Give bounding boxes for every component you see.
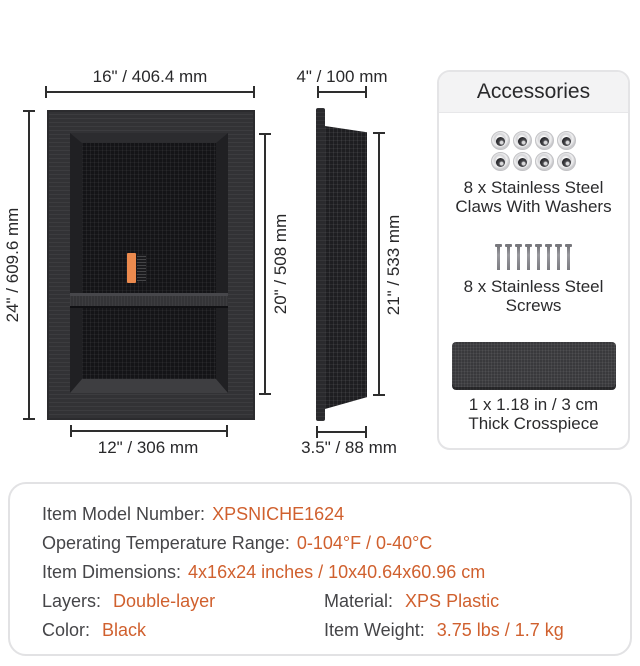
spec-value: 3.75 lbs / 1.7 kg: [436, 620, 564, 640]
side-height-dim-line: [378, 132, 380, 396]
accessory-screws-label: 8 x Stainless Steel Screws: [463, 277, 604, 315]
spec-value: Black: [102, 620, 147, 640]
side-bottom-depth-dimension: 3.5" / 88 mm: [301, 438, 397, 457]
washer-icon: [491, 131, 510, 150]
spec-value: XPSNICHE1624: [212, 504, 345, 524]
screw-icon: [517, 245, 520, 270]
side-depth-dim-line: [317, 91, 367, 93]
spec-row-temperature: [42, 529, 630, 558]
washer-icon: [535, 152, 554, 171]
accessories-title: Accessories: [439, 72, 628, 113]
spec-value: XPS Plastic: [405, 591, 500, 611]
screw-icon: [547, 245, 550, 270]
niche-side-view: [325, 126, 367, 409]
niche-side-flange: [316, 108, 325, 421]
front-inner-height-dimension: 20" / 508 mm: [271, 213, 290, 315]
spec-label: Item Dimensions:: [42, 562, 182, 582]
specifications-panel: [8, 482, 632, 656]
washer-icon: [513, 152, 532, 171]
spec-value: Double-layer: [113, 591, 216, 611]
screw-icon: [507, 245, 510, 270]
spec-label: Color:: [42, 620, 91, 640]
front-outer-width-dim-line: [45, 91, 255, 93]
screw-icon: [557, 245, 560, 270]
niche-shelf-crosspiece: [70, 293, 228, 308]
accessories-panel: [437, 70, 630, 450]
spec-row-color-weight: [42, 616, 630, 645]
washer-icon: [491, 152, 510, 171]
brand-sticker-icon: [127, 253, 136, 283]
washer-icon: [557, 131, 576, 150]
niche-opening: [70, 133, 228, 393]
spec-row-dimensions: [42, 558, 630, 587]
spec-row-layers-material: [42, 587, 630, 616]
claws-washers-icon: [491, 131, 576, 171]
washer-icon: [513, 131, 532, 150]
side-bottom-depth-dim-line: [316, 431, 367, 433]
spec-row-model: [42, 500, 630, 529]
spec-label: Material:: [324, 591, 394, 611]
accessory-claws-label: 8 x Stainless Steel Claws With Washers: [455, 178, 612, 216]
washer-icon: [557, 152, 576, 171]
spec-value: 0-104°F / 0-40°C: [296, 533, 433, 553]
spec-label: Item Weight:: [324, 620, 425, 640]
front-outer-height-dimension: 24" / 609.6 mm: [3, 207, 22, 323]
crosspiece-icon: [452, 342, 616, 390]
brand-sticker-text-icon: [137, 255, 146, 281]
spec-value: 4x16x24 inches / 10x40.64x60.96 cm: [188, 562, 486, 582]
spec-label: Layers:: [42, 591, 102, 611]
side-height-dimension: 21" / 533 mm: [384, 214, 403, 316]
front-outer-width-dimension: 16" / 406.4 mm: [92, 67, 208, 86]
screw-icon: [537, 245, 540, 270]
spec-label: Operating Temperature Range:: [42, 533, 290, 553]
spec-label: Item Model Number:: [42, 504, 206, 524]
screws-icon: [497, 244, 570, 270]
front-inner-width-dimension: 12" / 306 mm: [97, 438, 199, 457]
side-depth-dimension: 4" / 100 mm: [296, 67, 388, 86]
front-inner-width-dim-line: [70, 430, 228, 432]
screw-icon: [497, 245, 500, 270]
front-inner-height-dim-line: [264, 133, 266, 395]
niche-front-view: [47, 110, 255, 420]
washer-icon: [535, 131, 554, 150]
front-outer-height-dim-line: [28, 110, 30, 420]
screw-icon: [567, 245, 570, 270]
accessory-crosspiece-label: 1 x 1.18 in / 3 cm Thick Crosspiece: [468, 395, 599, 433]
screw-icon: [527, 245, 530, 270]
